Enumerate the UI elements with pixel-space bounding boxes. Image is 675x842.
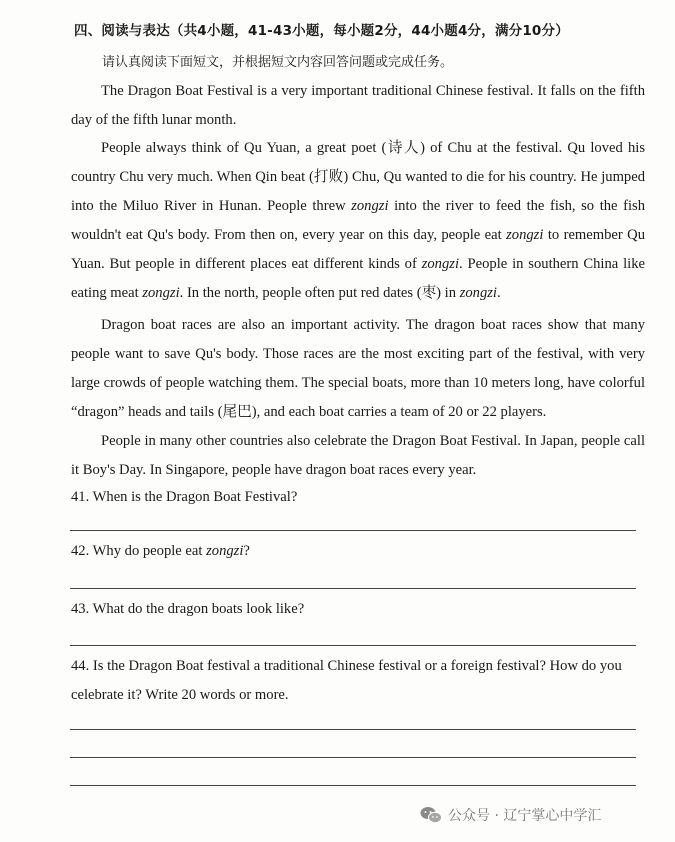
- passage-paragraph-2: People always think of Qu Yuan, a great poet (诗人) of Chu at the festival. Qu loved his country Chu very much. When Qin beat (打败) Chu, Qu wanted to die for his country. He jumped into the Miluo River in Hunan. People threw zongzi into the river to feed the fish, so the fish wouldn't eat Qu's body. From then on, every year on this day, people eat zongzi to remember Qu Yuan. But people in different places eat different kinds of zongzi. People in southern China like eating meat zongzi. In the north, people often put red dates (枣) in zongzi.: [71, 140, 645, 301]
- answer-line-44-3[interactable]: [70, 785, 636, 786]
- watermark: [420, 803, 601, 827]
- answer-line-41[interactable]: [70, 530, 636, 531]
- question-42: 42. Why do people eat zongzi?: [71, 543, 250, 559]
- question-44: 44. Is the Dragon Boat festival a traditional Chinese festival or a foreign festival? How do you celebrate it? Write 20 words or more.: [71, 658, 622, 703]
- question-43: 43. What do the dragon boats look like?: [71, 601, 305, 617]
- answer-line-42[interactable]: [70, 588, 636, 589]
- section-heading: 四、阅读与表达（共4小题，41-43小题，每小题2分，44小题4分，满分10分）: [74, 23, 569, 39]
- instructions: 请认真阅读下面短文，并根据短文内容回答问题或完成任务。: [102, 55, 454, 70]
- wechat-icon: [420, 806, 442, 824]
- watermark-text: 公众号 · 辽宁掌心中学汇: [448, 808, 602, 824]
- answer-line-44-2[interactable]: [70, 757, 636, 758]
- passage-paragraph-1: The Dragon Boat Festival is a very important traditional Chinese festival. It falls on the fifth day of the fifth lunar month.: [71, 83, 645, 128]
- question-41: 41. When is the Dragon Boat Festival?: [71, 489, 298, 505]
- answer-line-43[interactable]: [70, 645, 636, 646]
- passage-paragraph-3: Dragon boat races are also an important activity. The dragon boat races show that many people want to save Qu's body. Those races are the most exciting part of the festival, with very large crowds of people watching them. The special boats, more than 10 meters long, have colorful “dragon” heads and tails (尾巴), and each boat carries a team of 20 or 22 players.: [71, 317, 645, 420]
- answer-line-44-1[interactable]: [70, 729, 636, 730]
- passage-paragraph-4: People in many other countries also celebrate the Dragon Boat Festival. In Japan, people call it Boy's Day. In Singapore, people have dragon boat races every year.: [71, 433, 645, 478]
